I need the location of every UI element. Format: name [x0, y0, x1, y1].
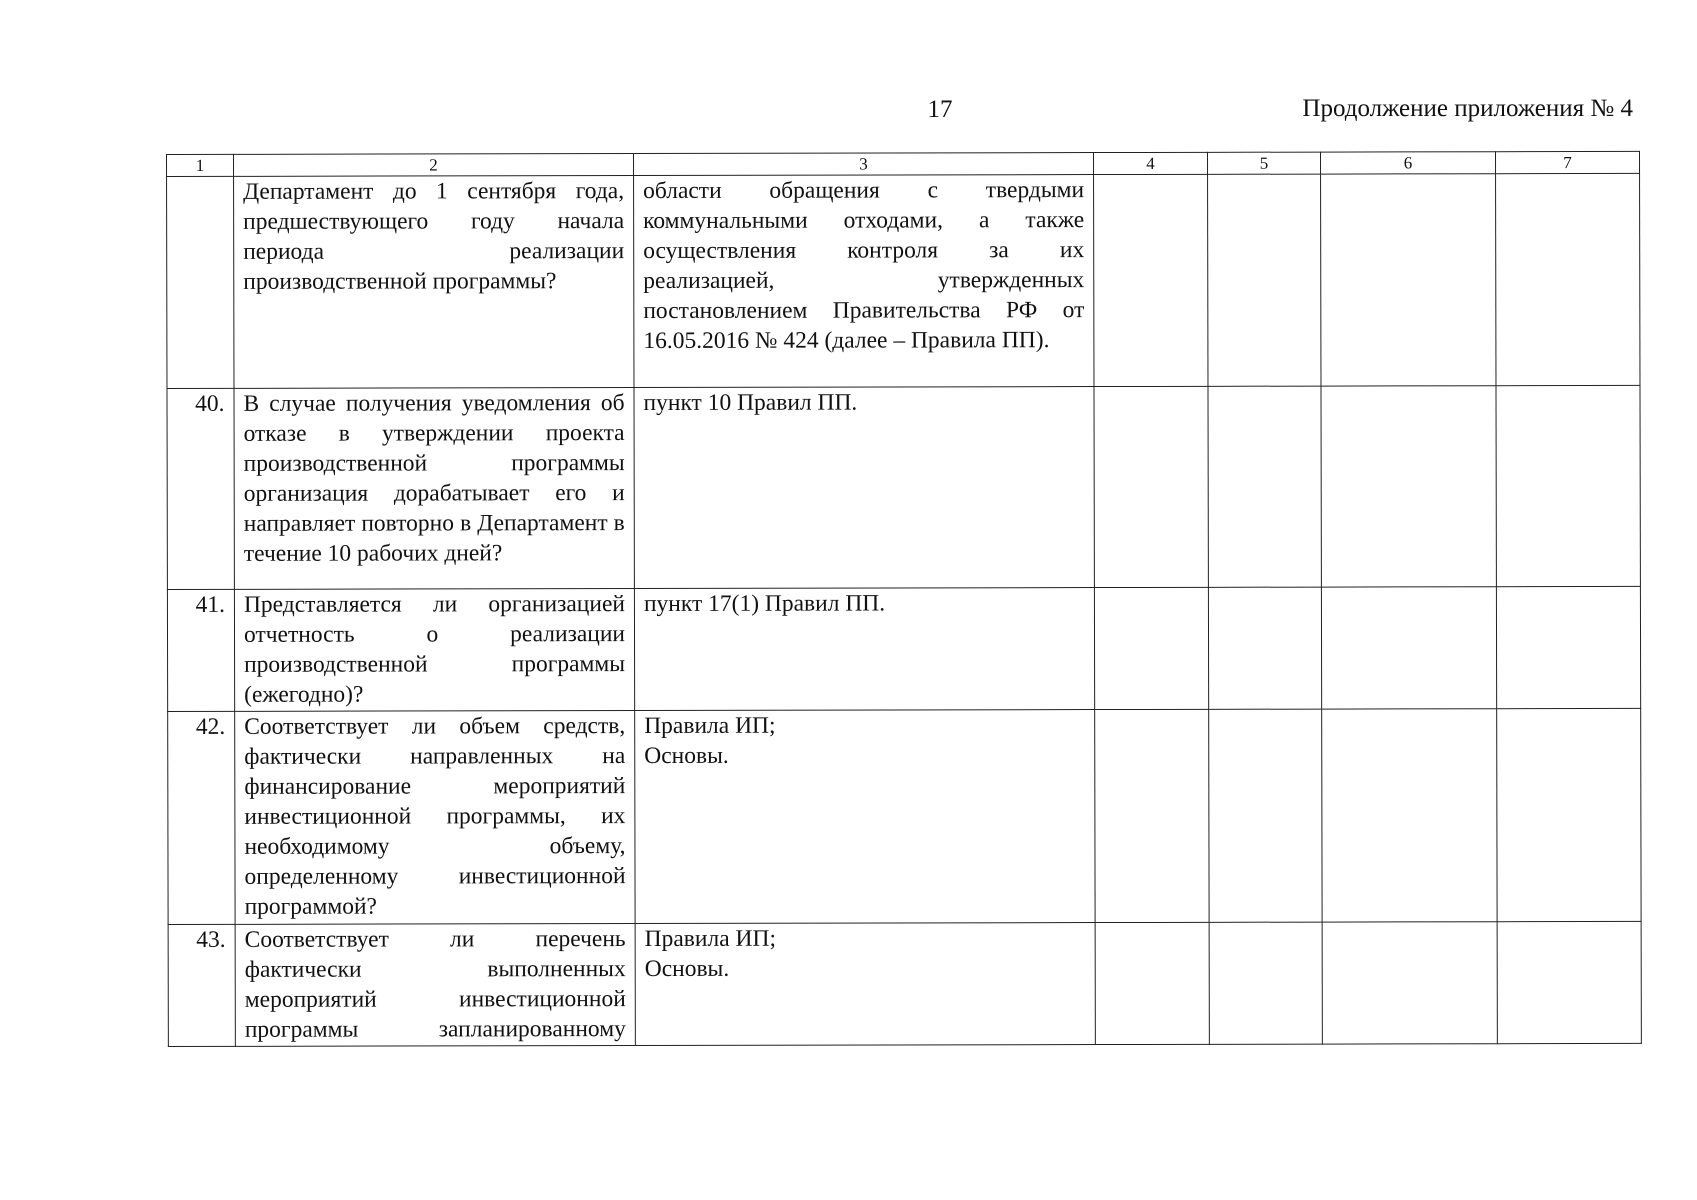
answer-cell-6[interactable] [1322, 922, 1497, 1044]
column-header-1: 1 [167, 154, 234, 176]
answer-cell-7[interactable] [1496, 586, 1640, 708]
answer-cell-5[interactable] [1208, 587, 1321, 709]
answer-cell-5[interactable] [1209, 709, 1322, 922]
answer-cell-4[interactable] [1095, 709, 1209, 922]
question-cell: Представляется ли организацией отчетность о реализации производственной программы (ежегодно)? [234, 589, 634, 712]
question-cell: Соответствует ли объем средств, фактически направленных на финансирование мероприятий инвестиционной программы, их необходимому объему, определенному инвестиционной программой? [235, 711, 635, 925]
question-cell: Департамент до 1 сентября года, предшествующего году начала периода реализации производственной программы? [234, 176, 634, 389]
legal-basis-cell [635, 923, 1095, 1046]
table-row [167, 586, 1640, 711]
answer-cell-6[interactable] [1322, 709, 1497, 922]
answer-cell-6[interactable] [1321, 174, 1496, 386]
question-cell: В случае получения уведомления об отказе в утверждении проекта производственной программы организация дорабатывает его и направляет повторно в Департамент в течение 10 рабочих дней? [234, 388, 634, 590]
legal-basis-cell: пункт 17(1) Правил ПП. [634, 588, 1094, 711]
legal-basis-line: Основы. [644, 955, 730, 982]
table-row [167, 385, 1640, 589]
column-header-3: 3 [634, 153, 1094, 176]
row-number: 40. [167, 388, 234, 589]
legal-basis-cell: пункт 10 Правил ПП. [634, 387, 1094, 589]
column-header-2: 2 [234, 154, 634, 177]
legal-basis-line: Правила ИП; [644, 925, 777, 952]
checklist-table [166, 151, 1642, 1047]
legal-basis-line: Основы. [644, 742, 729, 769]
row-number [167, 176, 234, 388]
legal-basis-line: Правила ИП; [644, 712, 776, 739]
row-number: 43. [168, 924, 235, 1046]
answer-cell-4[interactable] [1094, 174, 1208, 386]
column-header-6: 6 [1320, 152, 1495, 174]
column-header-7: 7 [1495, 151, 1639, 173]
question-cell: Соответствует ли перечень фактически выполненных мероприятий инвестиционной программы запланированному [235, 924, 635, 1047]
answer-cell-4[interactable] [1094, 587, 1208, 709]
column-header-4: 4 [1093, 152, 1207, 174]
answer-cell-7[interactable] [1497, 708, 1641, 921]
page-number: 17 [927, 96, 953, 123]
answer-cell-5[interactable] [1209, 922, 1322, 1044]
answer-cell-5[interactable] [1208, 174, 1321, 386]
table-row [167, 173, 1640, 388]
answer-cell-6[interactable] [1321, 587, 1496, 709]
answer-cell-4[interactable] [1094, 386, 1208, 587]
answer-cell-4[interactable] [1095, 922, 1209, 1044]
row-number: 42. [168, 711, 235, 924]
answer-cell-6[interactable] [1321, 386, 1496, 587]
row-number: 41. [167, 589, 234, 711]
column-number-header-row [167, 151, 1640, 176]
answer-cell-7[interactable] [1497, 921, 1641, 1043]
column-header-5: 5 [1207, 152, 1320, 174]
legal-basis-cell [635, 710, 1095, 924]
answer-cell-5[interactable] [1208, 386, 1321, 587]
appendix-continuation-note: Продолжение приложения № 4 [1302, 95, 1633, 122]
legal-basis-cell: области обращения с твердыми коммунальными отходами, а также осуществления контроля за их реализацией, утвержденных постановлением Правительства РФ от 16.05.2016 № 424 (далее – Правила ПП). [634, 175, 1094, 388]
table-row [168, 708, 1641, 924]
answer-cell-7[interactable] [1496, 385, 1640, 586]
answer-cell-7[interactable] [1496, 173, 1640, 385]
table-row [168, 921, 1641, 1046]
